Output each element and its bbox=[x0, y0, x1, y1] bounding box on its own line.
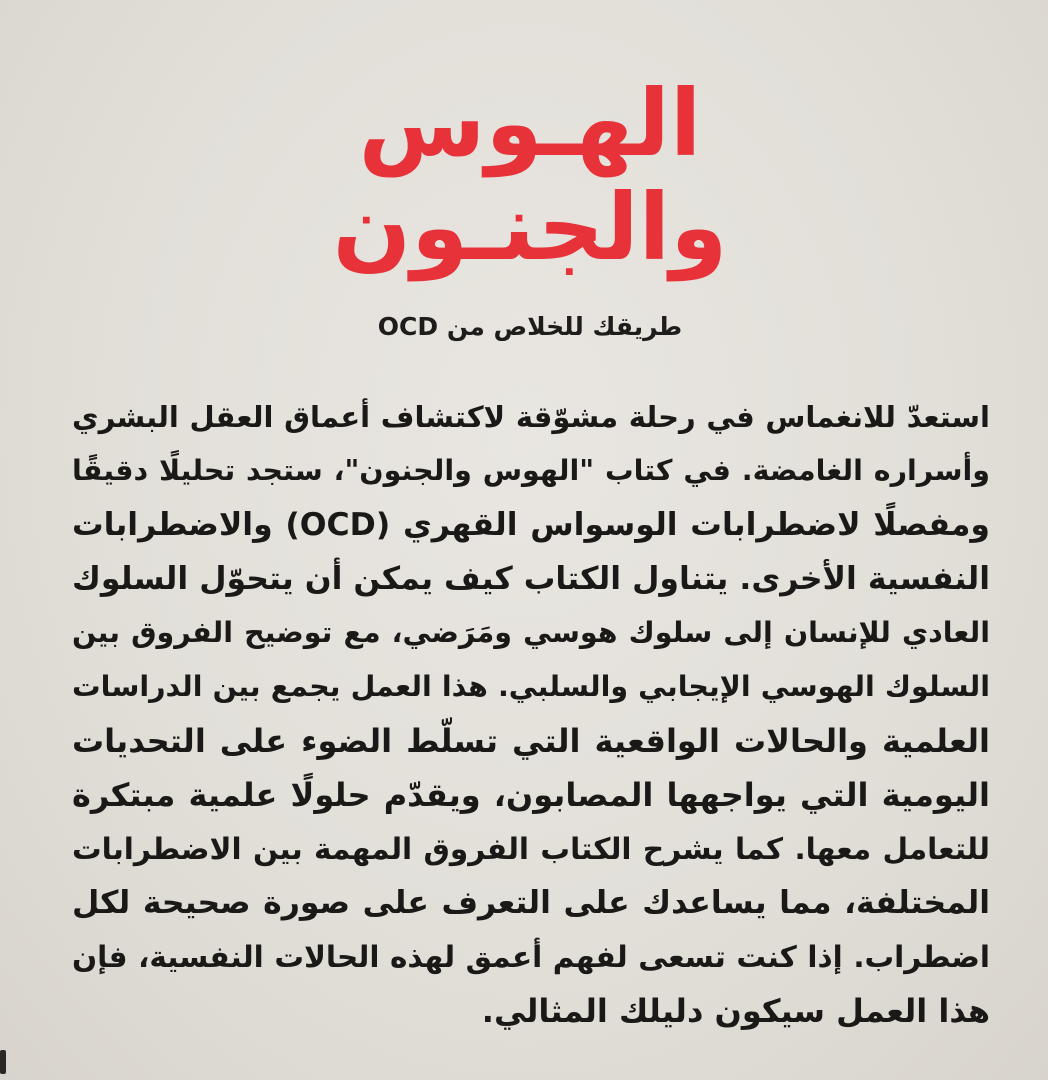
description-line: اليومية التي يواجهها المصابون، ويقدّم حلولًا علمية مبتكرة bbox=[72, 776, 990, 814]
book-title-line-1: الهـوس bbox=[358, 70, 702, 177]
description-line: المختلفة، مما يساعدك على التعرف على صورة صحيحة لكل bbox=[72, 885, 990, 921]
description-line: العلمية والحالات الواقعية التي تسلّط الضوء على التحديات bbox=[72, 722, 990, 760]
page-edge-mark bbox=[0, 1050, 6, 1074]
book-description bbox=[72, 390, 990, 1038]
description-line: ومفصلًا لاضطرابات الوسواس القهري (OCD) والاضطرابات bbox=[72, 507, 990, 543]
description-line: هذا العمل سيكون دليلك المثالي. bbox=[481, 992, 990, 1030]
description-line: السلوك الهوسي الإيجابي والسلبي. هذا العمل يجمع بين الدراسات bbox=[72, 670, 990, 703]
description-line: استعدّ للانغماس في رحلة مشوّقة لاكتشاف أعماق العقل البشري bbox=[72, 400, 990, 434]
description-line: العادي للإنسان إلى سلوك هوسي ومَرَضي، مع توضيح الفروق بين bbox=[72, 616, 990, 649]
description-line: للتعامل معها. كما يشرح الكتاب الفروق المهمة بين الاضطرابات bbox=[72, 832, 990, 866]
description-line: النفسية الأخرى. يتناول الكتاب كيف يمكن أن يتحوّل السلوك bbox=[72, 561, 990, 597]
description-line: اضطراب. إذا كنت تسعى لفهم أعمق لهذه الحالات النفسية، فإن bbox=[72, 940, 990, 974]
description-line: وأسراره الغامضة. في كتاب "الهوس والجنون"، ستجد تحليلًا دقيقًا bbox=[72, 454, 990, 487]
book-subtitle: طريقك للخلاص من OCD bbox=[377, 312, 683, 341]
book-title-line-2: والجنـون bbox=[332, 174, 728, 281]
